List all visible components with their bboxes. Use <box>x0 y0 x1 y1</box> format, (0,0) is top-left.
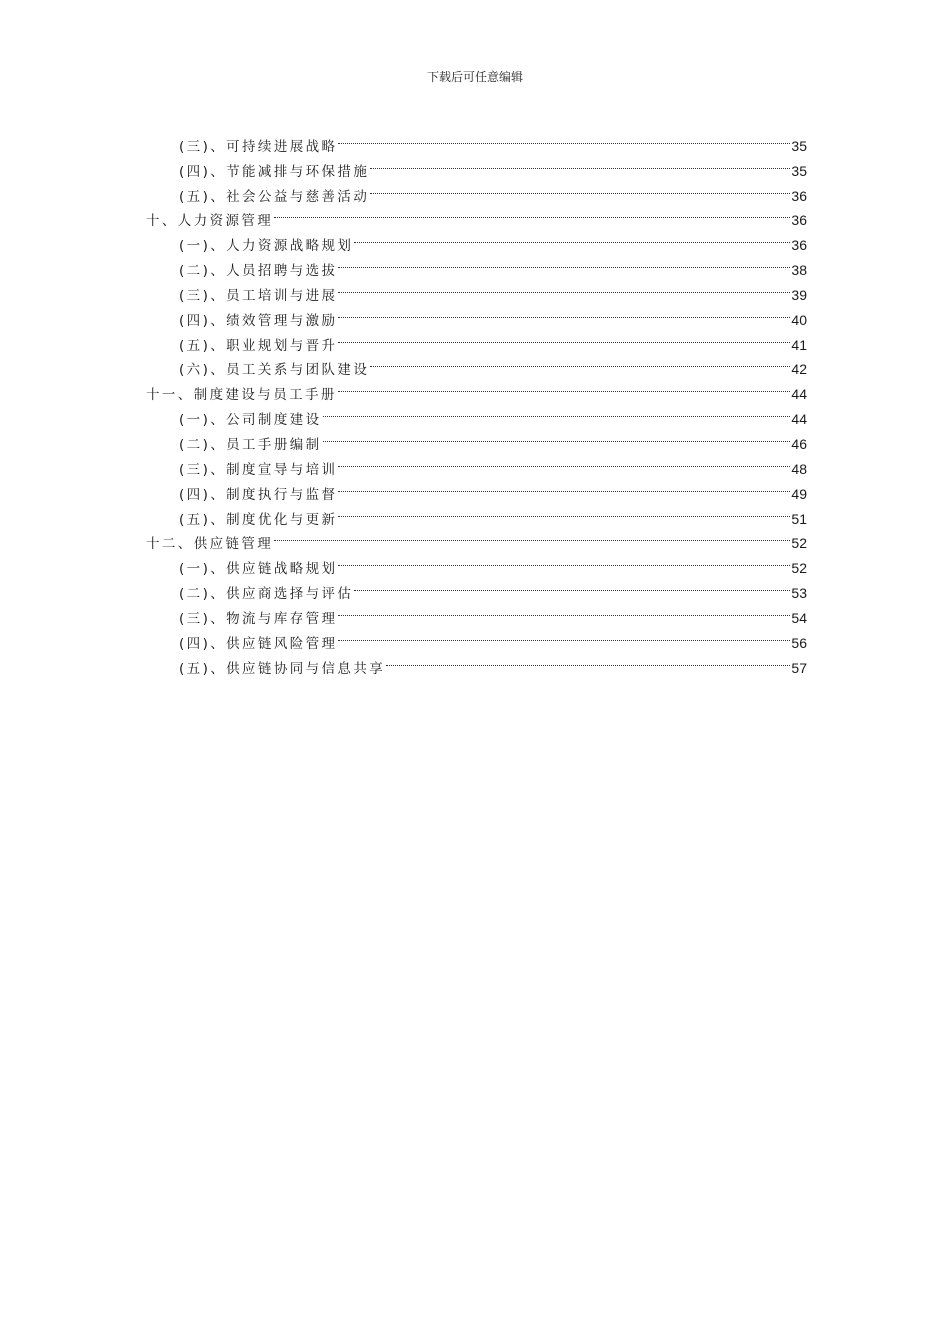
toc-entry-title: (一)、公司制度建设 <box>179 412 322 429</box>
toc-section-entry[interactable] <box>146 126 807 155</box>
toc-entry-title: (五)、制度优化与更新 <box>179 511 338 528</box>
toc-entry-title: (三)、制度宣导与培训 <box>179 461 338 478</box>
toc-entry-title: (四)、制度执行与监督 <box>179 486 338 503</box>
toc-entry-title: (二)、供应商选择与评估 <box>179 586 354 603</box>
toc-page-number: 48 <box>791 460 807 477</box>
toc-dot-leader <box>370 176 790 201</box>
toc-entry-title: (二)、人员招聘与选拔 <box>179 263 338 280</box>
toc-dot-leader <box>338 623 790 648</box>
toc-page-number: 36 <box>791 187 807 204</box>
toc-entry-title: (三)、物流与库存管理 <box>179 610 338 627</box>
toc-dot-leader <box>370 151 790 176</box>
toc-dot-leader <box>338 374 791 399</box>
toc-dot-leader <box>338 449 790 474</box>
toc-dot-leader <box>338 499 790 524</box>
toc-page-number: 38 <box>791 262 807 279</box>
toc-page-number: 35 <box>791 137 807 154</box>
toc-dot-leader <box>354 573 790 598</box>
toc-page-number: 52 <box>791 535 807 552</box>
toc-dot-leader <box>274 201 790 226</box>
toc-dot-leader <box>274 524 790 549</box>
toc-page-number: 36 <box>791 237 807 254</box>
toc-page-number: 46 <box>791 435 807 452</box>
toc-entry-title: (三)、可持续进展战略 <box>179 138 338 155</box>
toc-dot-leader <box>338 250 790 275</box>
toc-dot-leader <box>338 598 790 623</box>
toc-entry-title: (一)、供应链战略规划 <box>179 561 338 578</box>
toc-page-number: 53 <box>791 585 807 602</box>
toc-dot-leader <box>338 325 790 350</box>
toc-entry-title: (五)、社会公益与慈善活动 <box>179 188 370 205</box>
toc-entry-title: 十一、制度建设与员工手册 <box>146 387 337 404</box>
toc-entry-title: (二)、员工手册编制 <box>179 436 322 453</box>
toc-page-number: 57 <box>791 659 807 676</box>
toc-entry-title: (四)、绩效管理与激励 <box>179 312 338 329</box>
toc-dot-leader <box>338 474 790 499</box>
toc-dot-leader <box>370 350 790 375</box>
toc-dot-leader <box>323 399 791 424</box>
page-header: 下载后可任意编辑 <box>426 70 523 84</box>
toc-page-number: 49 <box>791 485 807 502</box>
toc-page-number: 52 <box>791 560 807 577</box>
toc-dot-leader <box>338 126 790 151</box>
toc-dot-leader <box>323 424 791 449</box>
toc-dot-leader <box>338 275 790 300</box>
toc-page-number: 44 <box>791 411 807 428</box>
toc-page-number: 40 <box>791 311 807 328</box>
toc-page-number: 44 <box>791 386 807 403</box>
toc-entry-title: (三)、员工培训与进展 <box>179 287 338 304</box>
toc-dot-leader <box>338 548 790 573</box>
table-of-contents <box>146 126 807 677</box>
toc-page-number: 35 <box>791 162 807 179</box>
toc-entry-title: (四)、节能减排与环保措施 <box>179 163 370 180</box>
toc-page-number: 54 <box>791 609 807 626</box>
toc-entry-title: (五)、供应链协同与信息共享 <box>179 660 386 677</box>
toc-page-number: 41 <box>791 336 807 353</box>
toc-page-number: 39 <box>791 286 807 303</box>
toc-page-number: 51 <box>791 510 807 527</box>
toc-entry-title: 十二、供应链管理 <box>146 536 274 553</box>
toc-page-number: 56 <box>791 634 807 651</box>
toc-entry-title: (四)、供应链风险管理 <box>179 635 338 652</box>
toc-entry-title: (五)、职业规划与晋升 <box>179 337 338 354</box>
toc-page-number: 42 <box>791 361 807 378</box>
toc-dot-leader <box>354 225 790 250</box>
toc-page-number: 36 <box>791 212 807 229</box>
toc-entry-title: 十、人力资源管理 <box>146 213 274 230</box>
toc-entry-title: (一)、人力资源战略规划 <box>179 238 354 255</box>
toc-dot-leader <box>338 300 790 325</box>
toc-dot-leader <box>386 648 790 673</box>
toc-entry-title: (六)、员工关系与团队建设 <box>179 362 370 379</box>
